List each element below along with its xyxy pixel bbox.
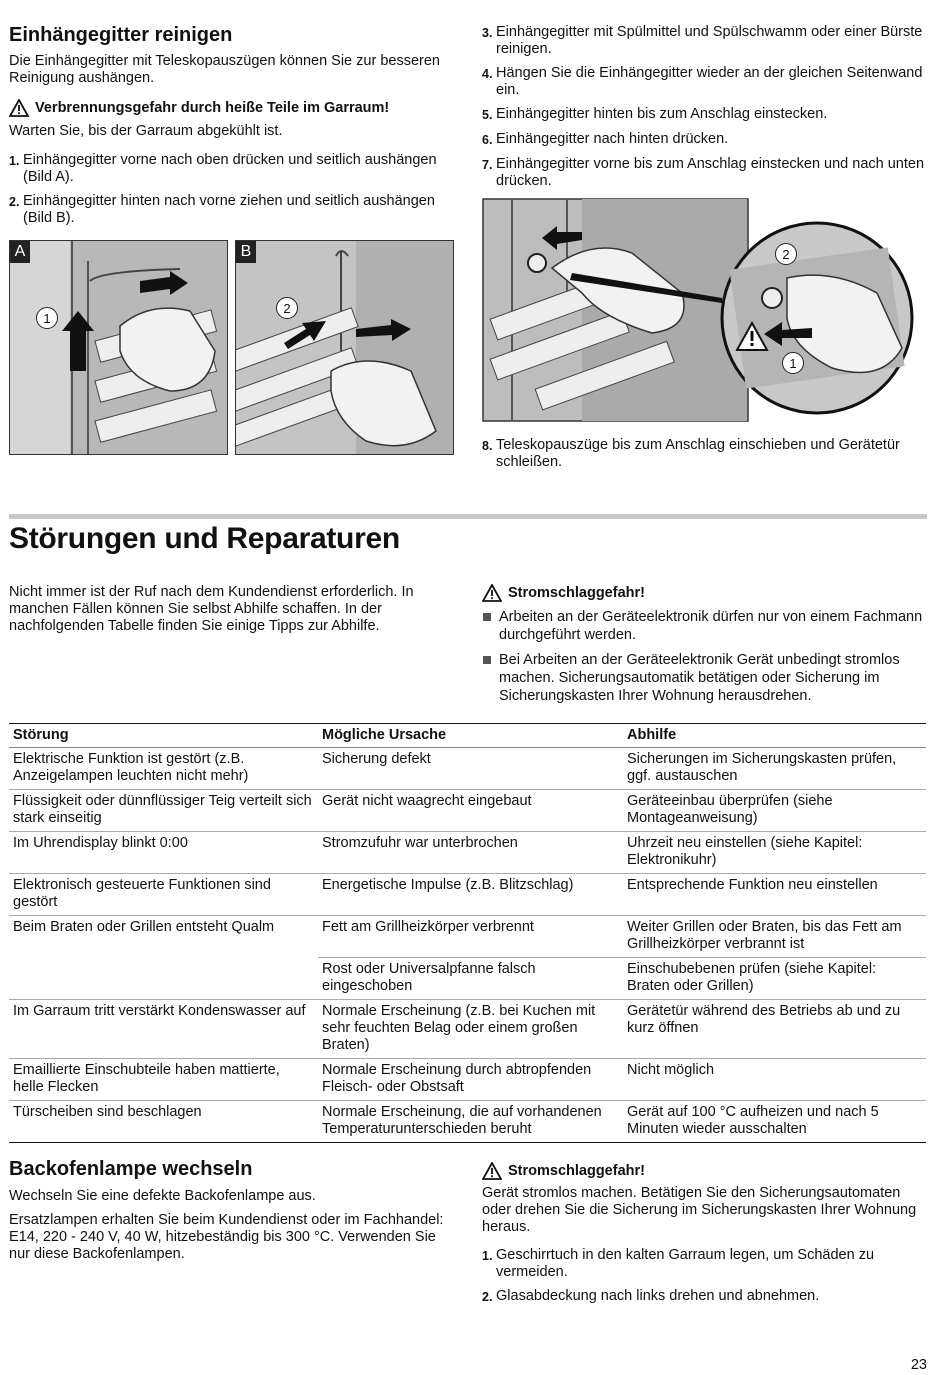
column-header: Abhilfe bbox=[623, 724, 926, 748]
callout-number: 2 bbox=[775, 243, 797, 265]
warning-bullets bbox=[482, 608, 927, 705]
table-cell: Beim Braten oder Grillen entsteht Qualm bbox=[9, 916, 318, 1000]
intro-text: Die Einhängegitter mit Teleskopauszügen können Sie zur besseren Reinigung aushängen. bbox=[9, 53, 440, 86]
table-cell: Normale Erscheinung (z.B. bei Kuchen mit sehr feuchten Belag oder einem großen Braten) bbox=[318, 1000, 623, 1059]
figure-label: A bbox=[10, 241, 30, 263]
bullet-icon bbox=[483, 613, 491, 621]
table-cell: Energetische Impulse (z.B. Blitzschlag) bbox=[318, 874, 623, 916]
warning-title: Stromschlaggefahr! bbox=[508, 585, 645, 601]
list-item: 8. Teleskopauszüge bis zum Anschlag einschieben und Gerätetür schleißen. bbox=[482, 437, 900, 470]
faults-intro: Nicht immer ist der Ruf nach dem Kundendienst erforderlich. In manchen Fällen können Sie selbst Abhilfe schaffen. In der nachfolgenden Tabelle finden Sie einige Tipps zur Abhilfe. bbox=[9, 584, 414, 634]
faults-title: Störungen und Reparaturen bbox=[9, 522, 400, 555]
figure-a bbox=[9, 240, 228, 455]
callout-number: 1 bbox=[782, 352, 804, 374]
table-row bbox=[9, 1000, 926, 1059]
list-item: 4. Hängen Sie die Einhängegitter wieder an der gleichen Seitenwand ein. bbox=[482, 65, 923, 98]
table-cell: Sicherungen im Sicherungskasten prüfen, ggf. austauschen bbox=[623, 748, 926, 790]
page-number: 23 bbox=[910, 1357, 927, 1373]
lamp-warning-steps bbox=[482, 1162, 927, 1313]
list-item: 1. Geschirrtuch in den kalten Garraum legen, um Schäden zu vermeiden. bbox=[482, 1247, 875, 1280]
list-item: Arbeiten an der Geräteelektronik dürfen nur von einem Fachmann durchgeführt werden. bbox=[482, 608, 927, 644]
warning-electric bbox=[482, 584, 927, 602]
table-cell: Elektronisch gesteuerte Funktionen sind gestört bbox=[9, 874, 318, 916]
table-cell: Gerät nicht waagrecht eingebaut bbox=[318, 790, 623, 832]
table-row bbox=[9, 748, 926, 790]
table-row bbox=[9, 1059, 926, 1101]
warning-text: Warten Sie, bis der Garraum abgekühlt ist. bbox=[9, 123, 283, 139]
faults-table bbox=[9, 723, 926, 1143]
table-cell: Einschubebenen prüfen (siehe Kapitel: Braten oder Grillen) bbox=[623, 958, 926, 1000]
table-cell: Flüssigkeit oder dünnflüssiger Teig verteilt sich stark einseitig bbox=[9, 790, 318, 832]
figure-b-illustration bbox=[236, 241, 453, 454]
table-cell: Elektrische Funktion ist gestört (z.B. Anzeigelampen leuchten nicht mehr) bbox=[9, 748, 318, 790]
figure-label: B bbox=[236, 241, 256, 263]
table-cell: Emaillierte Einschubteile haben mattierte, helle Flecken bbox=[9, 1059, 318, 1101]
step-8 bbox=[482, 437, 927, 478]
table-row bbox=[9, 832, 926, 874]
callout-number: 1 bbox=[36, 307, 58, 329]
bullet-icon bbox=[483, 656, 491, 664]
table-cell: Normale Erscheinung durch abtropfenden Fleisch- oder Obstsaft bbox=[318, 1059, 623, 1101]
table-cell: Im Uhrendisplay blinkt 0:00 bbox=[9, 832, 318, 874]
table-cell: Normale Erscheinung, die auf vorhandenen Temperaturunterschieden beruht bbox=[318, 1101, 623, 1143]
column-header: Mögliche Ursache bbox=[318, 724, 623, 748]
lamp-text: Wechseln Sie eine defekte Backofenlampe aus. bbox=[9, 1188, 316, 1204]
figure-b bbox=[235, 240, 454, 455]
table-row bbox=[9, 874, 926, 916]
table-cell: Uhrzeit neu einstellen (siehe Kapitel: Elektronikuhr) bbox=[623, 832, 926, 874]
table-cell: Geräteeinbau überprüfen (siehe Montageanweisung) bbox=[623, 790, 926, 832]
table-cell: Nicht möglich bbox=[623, 1059, 926, 1101]
steps-list bbox=[482, 24, 927, 190]
figure-a-illustration bbox=[10, 241, 227, 454]
list-item: Bei Arbeiten an der Geräteelektronik Gerät unbedingt stromlos machen. Sicherungsautomatik betätigen oder Sicherung im Sicherungskasten Ihrer Wohnung herausdrehen. bbox=[482, 651, 927, 705]
lamp-text: Ersatzlampen erhalten Sie beim Kundendienst oder im Fachhandel: E14, 220 - 240 V, 40 W, hitzebeständig bis 300 °C. Verwenden Sie nur diese Backofenlampen. bbox=[9, 1212, 444, 1262]
table-cell: Gerätetür während des Betriebs ab und zu kurz öffnen bbox=[623, 1000, 926, 1059]
table-cell: Im Garraum tritt verstärkt Kondenswasser auf bbox=[9, 1000, 318, 1059]
warning-triangle-icon bbox=[482, 1162, 502, 1180]
list-item: 1. Einhängegitter vorne nach oben drücken und seitlich aushängen (Bild A). bbox=[9, 152, 437, 185]
table-row bbox=[9, 916, 926, 958]
column-header: Störung bbox=[9, 724, 318, 748]
list-item: 6. Einhängegitter nach hinten drücken. bbox=[482, 131, 729, 147]
figure-reinsert bbox=[482, 198, 927, 423]
warning-burn bbox=[9, 99, 454, 117]
warning-title: Stromschlaggefahr! bbox=[508, 1163, 645, 1179]
steps-list bbox=[482, 1247, 927, 1306]
table-row bbox=[9, 1101, 926, 1143]
figure-reinsert-illustration bbox=[482, 198, 927, 423]
table-cell: Rost oder Universalpfanne falsch eingeschoben bbox=[318, 958, 623, 1000]
warning-triangle-icon bbox=[482, 584, 502, 602]
table-cell: Sicherung defekt bbox=[318, 748, 623, 790]
steps-continued bbox=[482, 24, 927, 197]
warning-title: Verbrennungsgefahr durch heiße Teile im Garraum! bbox=[35, 100, 390, 116]
list-item: 2. Glasabdeckung nach links drehen und abnehmen. bbox=[482, 1288, 820, 1304]
section-divider bbox=[9, 514, 927, 519]
section-grid-cleaning bbox=[9, 24, 454, 234]
list-item: 5. Einhängegitter hinten bis zum Anschlag einstecken. bbox=[482, 106, 828, 122]
table-cell: Gerät auf 100 °C aufheizen und nach 5 Minuten wieder ausschalten bbox=[623, 1101, 926, 1143]
section-lamp bbox=[9, 1158, 454, 1263]
list-item: 2. Einhängegitter hinten nach vorne ziehen und seitlich aushängen (Bild B). bbox=[9, 193, 435, 226]
warning-electric bbox=[482, 1162, 927, 1180]
warning-text: Gerät stromlos machen. Betätigen Sie den Sicherungsautomaten oder drehen Sie die Sicherung im Sicherungskasten Ihrer Wohnung heraus. bbox=[482, 1185, 917, 1235]
table-cell: Stromzufuhr war unterbrochen bbox=[318, 832, 623, 874]
callout-number: 2 bbox=[276, 297, 298, 319]
table-header-row bbox=[9, 724, 926, 748]
warning-triangle-icon bbox=[9, 99, 29, 117]
list-item: 7. Einhängegitter vorne bis zum Anschlag einstecken und nach unten drücken. bbox=[482, 156, 925, 189]
list-item: 3. Einhängegitter mit Spülmittel und Spülschwamm oder einer Bürste reinigen. bbox=[482, 24, 923, 57]
faults-warning bbox=[482, 584, 927, 712]
table-row bbox=[9, 790, 926, 832]
table-cell: Entsprechende Funktion neu einstellen bbox=[623, 874, 926, 916]
steps-list bbox=[9, 152, 454, 227]
table-cell: Türscheiben sind beschlagen bbox=[9, 1101, 318, 1143]
section-title: Backofenlampe wechseln bbox=[9, 1158, 253, 1180]
steps-list bbox=[482, 437, 927, 471]
section-title: Einhängegitter reinigen bbox=[9, 24, 233, 46]
table-cell: Weiter Grillen oder Braten, bis das Fett am Grillheizkörper verbrannt ist bbox=[623, 916, 926, 958]
table-cell: Fett am Grillheizkörper verbrennt bbox=[318, 916, 623, 958]
